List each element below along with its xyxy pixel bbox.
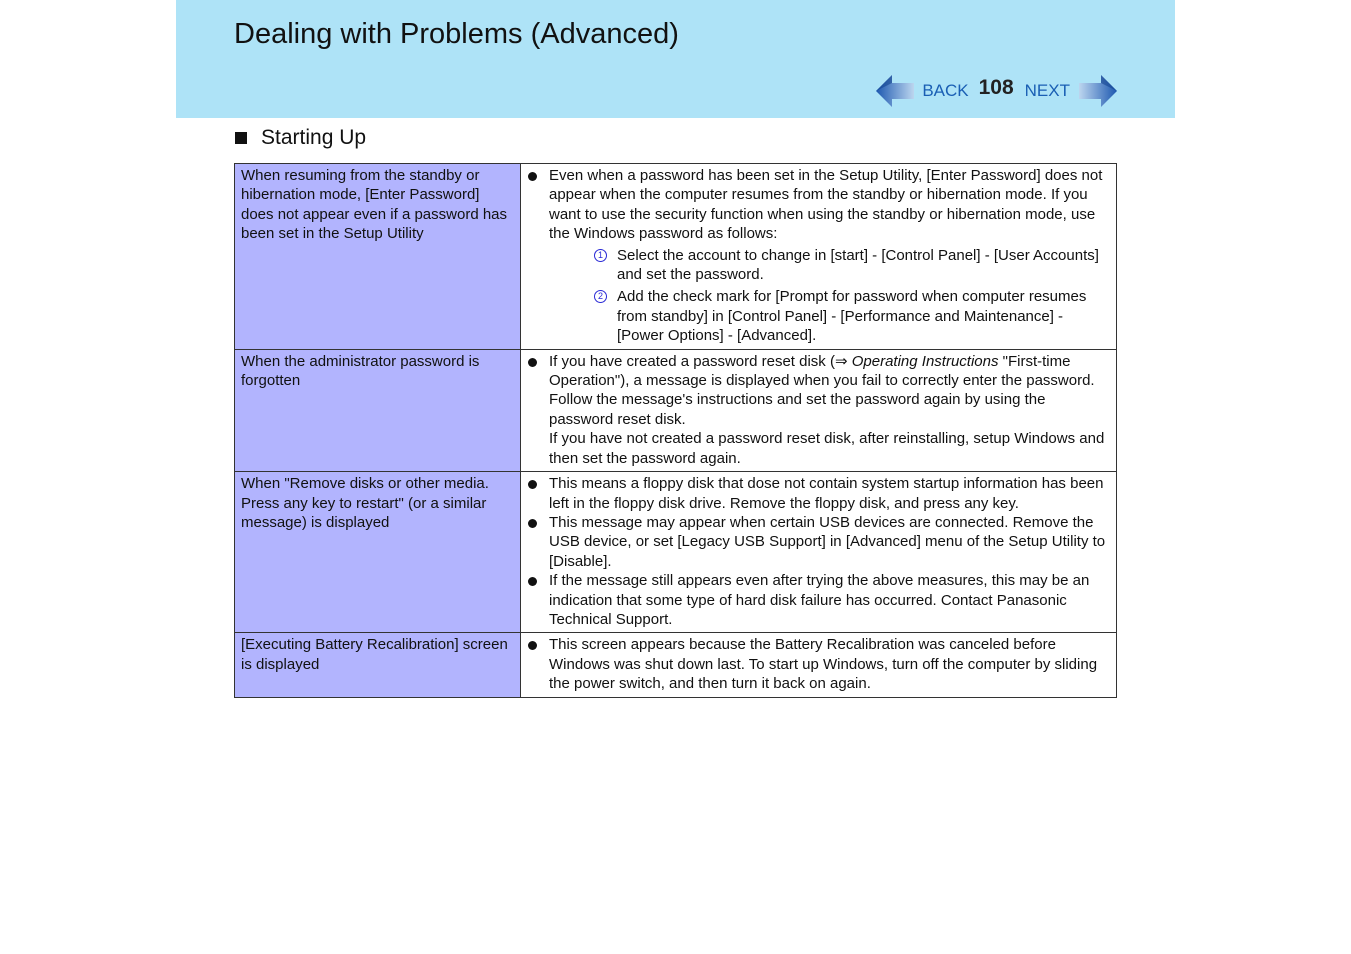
table-row: [235, 472, 1117, 633]
bullet-dot-icon: [528, 358, 537, 367]
solution-cell: [521, 164, 1117, 350]
solution-bullet: [527, 635, 1110, 693]
solution-text: If the message still appears even after trying the above measures, this may be an indication that some type of hard disk failure has occurred. Contact Panasonic Technical Support.: [549, 572, 1090, 628]
back-arrow-icon[interactable]: [875, 72, 915, 110]
solution-bullet: [527, 513, 1110, 571]
step-text: Add the check mark for [Prompt for password when computer resumes from standby] in [Control Panel] - [Performance and Maintenance] - [Power Options] - [Advanced].: [617, 288, 1087, 345]
bullet-dot-icon: [528, 519, 537, 528]
solution-text: "First-time Operation"), a message is displayed when you fail to correctly enter the password. Follow the message's instructions and set the password again by using the password reset disk.: [549, 352, 1095, 428]
solution-bullet: [527, 474, 1110, 513]
solution-text: If you have created a password reset disk (: [549, 352, 835, 370]
table-row: [235, 633, 1117, 697]
solution-bullet: [527, 571, 1110, 629]
solution-text: This screen appears because the Battery Recalibration was canceled before Windows was shut down last. To start up Windows, turn off the computer by sliding the power switch, and then turn it back on again.: [549, 636, 1098, 693]
step-item: [527, 246, 1110, 285]
back-link[interactable]: BACK: [922, 81, 969, 100]
step-number-icon: 2: [594, 290, 607, 303]
condition-cell: When resuming from the standby or hibernation mode, [Enter Password] does not appear even if a password has been set in the Setup Utility: [235, 164, 521, 350]
section-heading: [235, 126, 366, 150]
condition-cell: [Executing Battery Recalibration] screen is displayed: [235, 633, 521, 697]
bullet-dot-icon: [528, 577, 537, 586]
solution-cell: [521, 633, 1117, 697]
solution-bullet: [527, 352, 1110, 430]
page-title: Dealing with Problems (Advanced): [234, 18, 679, 50]
condition-cell: When "Remove disks or other media. Press any key to restart" (or a similar message) is displayed: [235, 472, 521, 633]
solution-cell: [521, 472, 1117, 633]
square-bullet-icon: [235, 132, 247, 144]
solution-text: This means a floppy disk that dose not contain system startup information has been left in the floppy disk drive. Remove the floppy disk, and press any key.: [549, 475, 1104, 512]
page-navigation: [875, 72, 1118, 110]
problems-table: [234, 163, 1117, 698]
bullet-dot-icon: [528, 641, 537, 650]
solution-continuation: If you have not created a password reset disk, after reinstalling, setup Windows and then set the password again.: [549, 430, 1105, 467]
next-link[interactable]: NEXT: [1024, 81, 1070, 100]
step-item: [527, 287, 1110, 345]
table-row: [235, 164, 1117, 350]
table-row: [235, 349, 1117, 471]
solution-bullet: [527, 166, 1110, 244]
condition-cell: When the administrator password is forgotten: [235, 349, 521, 471]
step-number-icon: 1: [594, 249, 607, 262]
section-heading-text: Starting Up: [261, 126, 367, 149]
solution-text: This message may appear when certain USB devices are connected. Remove the USB device, or set [Legacy USB Support] in [Advanced] menu of the Setup Utility to [Disable].: [549, 513, 1106, 570]
page-header: [176, 0, 1175, 118]
step-text: Select the account to change in [start] - [Control Panel] - [User Accounts] and set the password.: [617, 246, 1099, 284]
bullet-dot-icon: [528, 172, 537, 181]
page-number: 108: [978, 76, 1014, 99]
arrow-icon: ⇒: [834, 352, 848, 370]
solution-text: Even when a password has been set in the Setup Utility, [Enter Password] does not appear when the computer resumes from the standby or hibernation mode. If you want to use the security function when using the standby or hibernation mode, use the Windows password as follows:: [549, 167, 1103, 243]
solution-cell: [521, 349, 1117, 471]
bullet-dot-icon: [528, 480, 537, 489]
manual-reference-link[interactable]: Operating Instructions: [851, 352, 999, 370]
next-arrow-icon[interactable]: [1078, 72, 1118, 110]
